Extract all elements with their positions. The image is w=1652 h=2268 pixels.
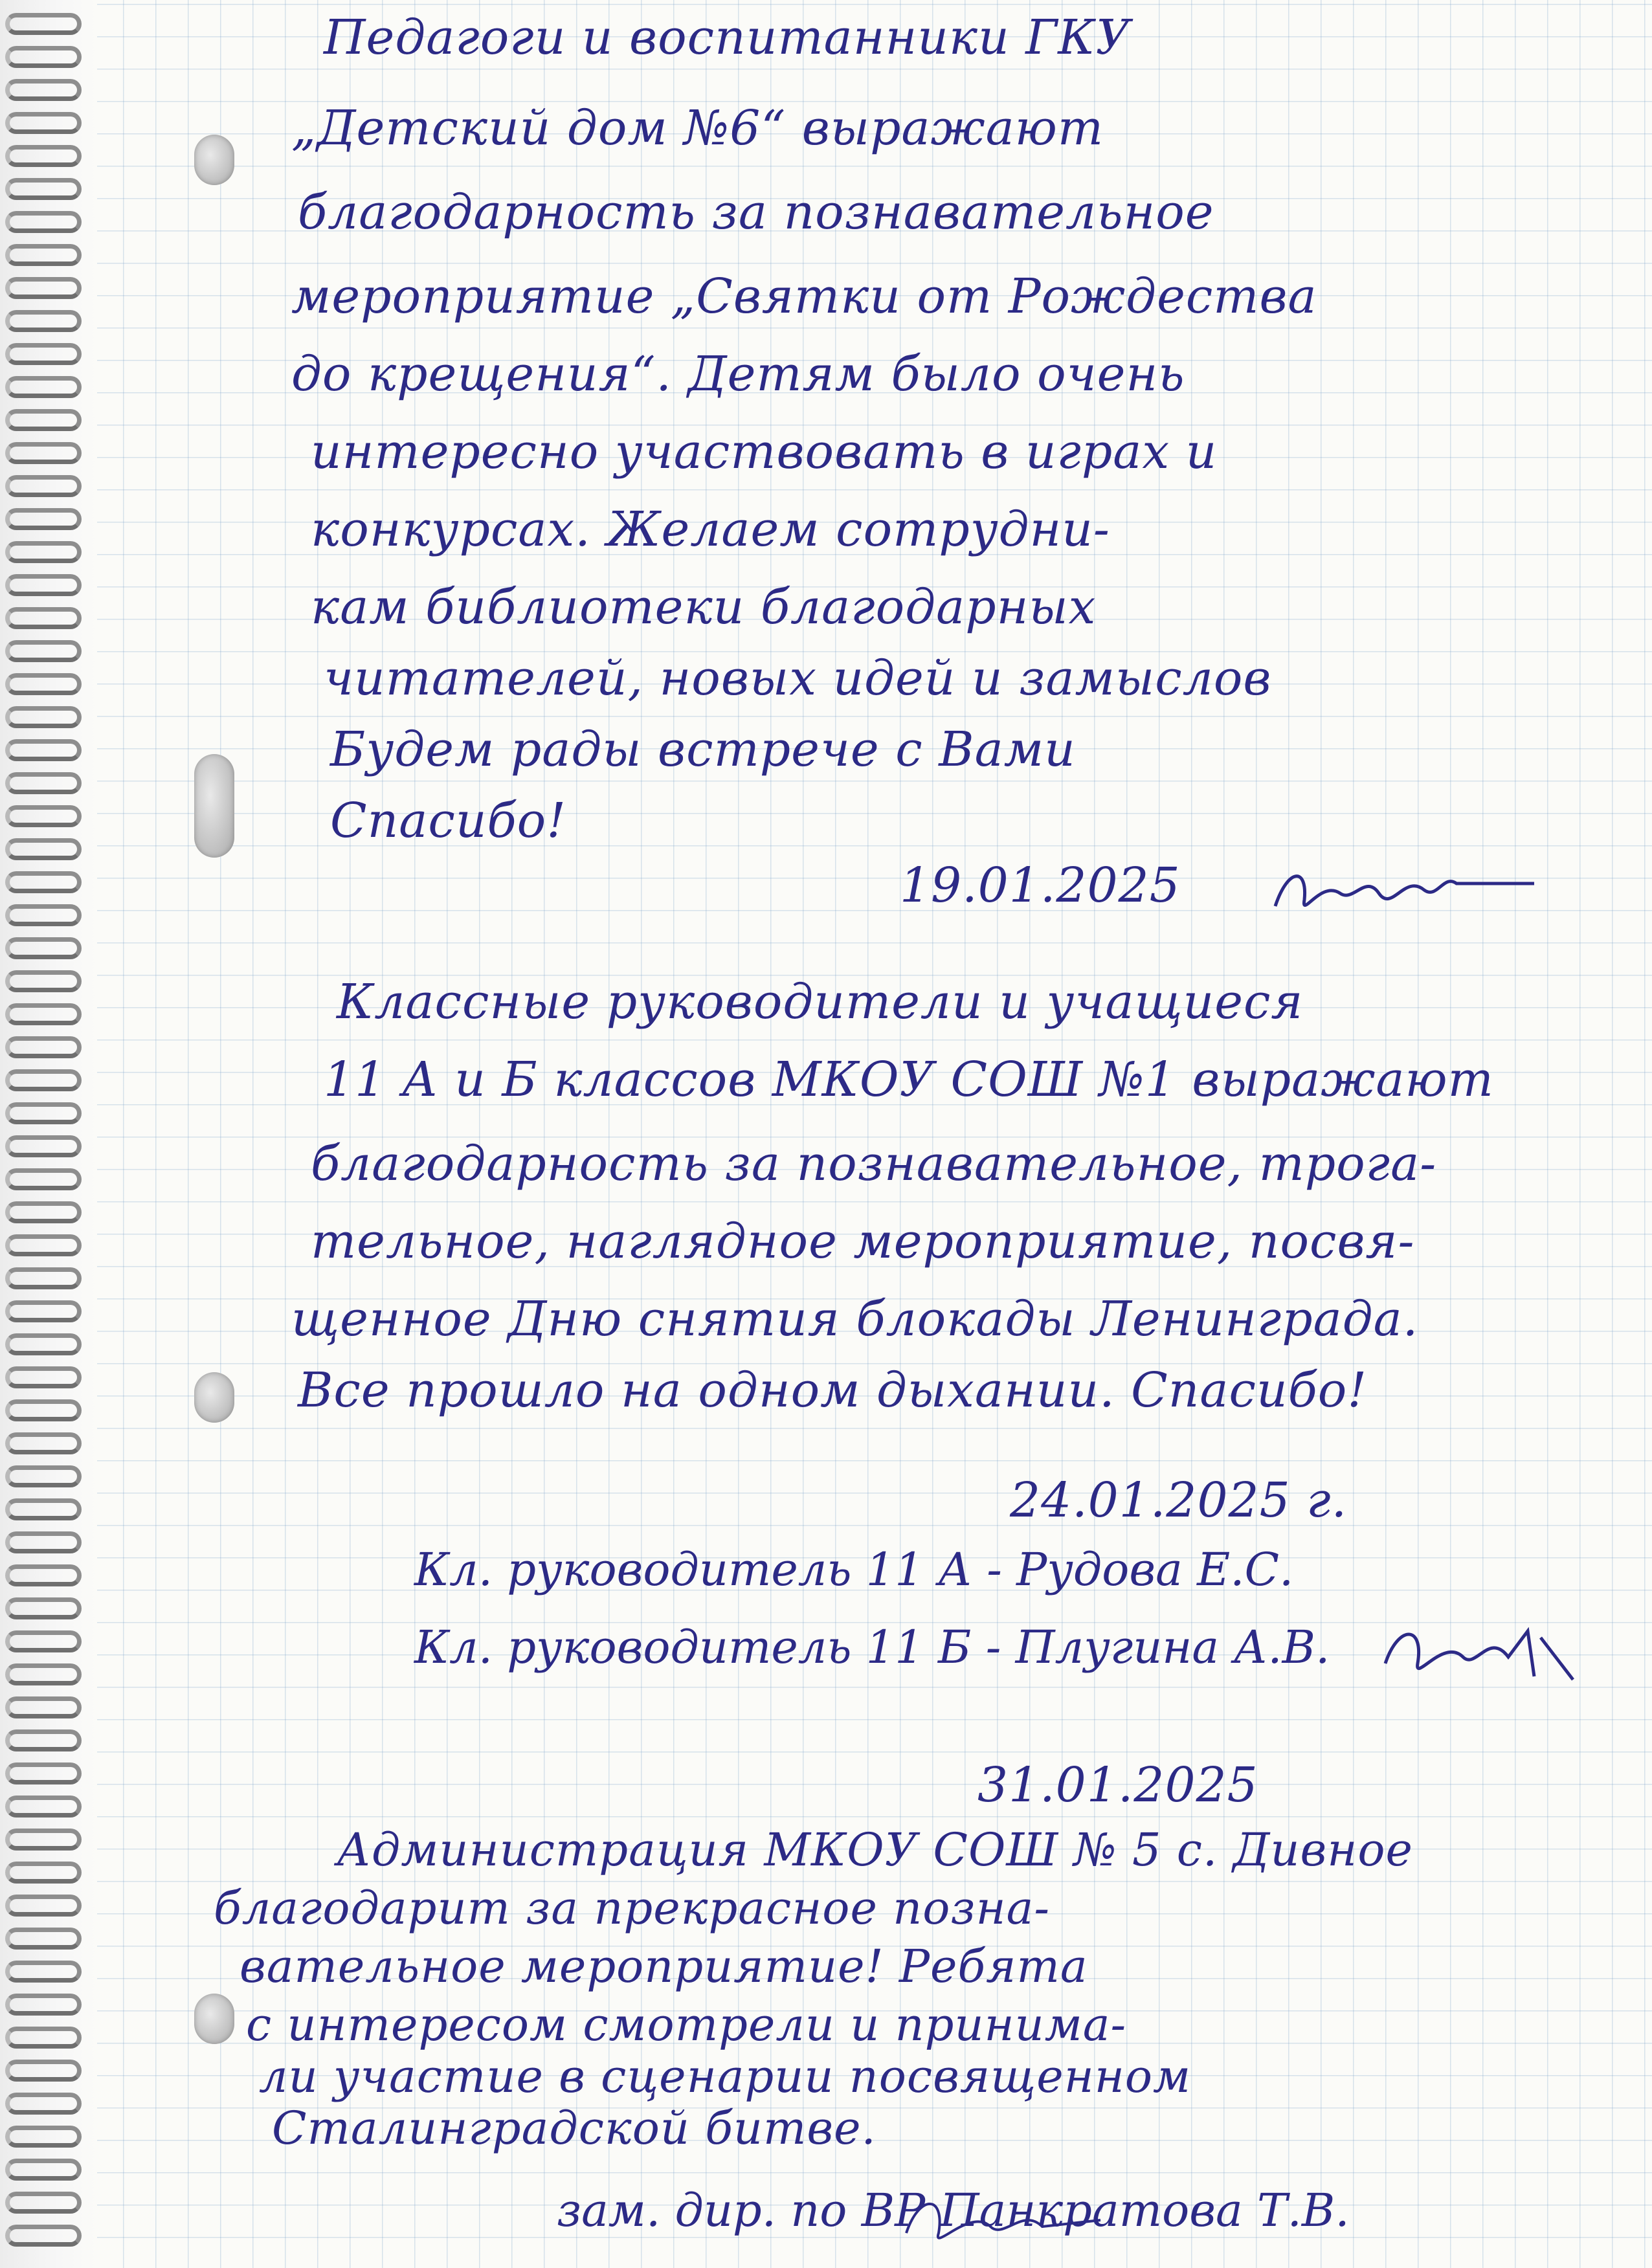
signature-line: Кл. руководитель 11 А - Рудова Е.С. [414, 1543, 1294, 1596]
spiral-ring [5, 1994, 82, 2016]
spiral-ring [5, 1267, 82, 1289]
entry-date: 24.01.2025 г. [1010, 1473, 1348, 1528]
entry-line: мероприятие „Святки от Рождества [291, 269, 1317, 324]
spiral-ring [5, 1102, 82, 1124]
spiral-ring [5, 1564, 82, 1586]
spiral-ring [5, 1036, 82, 1058]
spiral-ring [5, 2126, 82, 2148]
punch-hole [194, 1372, 234, 1423]
spiral-ring [5, 1201, 82, 1223]
spiral-ring [5, 442, 82, 464]
spiral-ring [5, 1829, 82, 1851]
entry-line: тельное, наглядное мероприятие, посвя- [311, 1214, 1415, 1269]
spiral-ring [5, 937, 82, 959]
spiral-ring [5, 2060, 82, 2082]
spiral-ring [5, 574, 82, 596]
spiral-ring [5, 970, 82, 992]
spiral-ring [5, 310, 82, 332]
entry-line: „Детский дом №6“ выражают [291, 100, 1104, 156]
spiral-ring [5, 112, 82, 134]
spiral-ring [5, 244, 82, 266]
entry-line: ли участие в сценарии посвященном [259, 2050, 1192, 2103]
spiral-ring [5, 2093, 82, 2115]
spiral-ring [5, 79, 82, 101]
spiral-ring [5, 1928, 82, 1950]
handwritten-signature [1379, 1618, 1592, 1689]
entry-line: с интересом смотрели и принима- [246, 1998, 1127, 2051]
spiral-ring [5, 2192, 82, 2214]
signature-line: Кл. руководитель 11 Б - Плугина А.В. [414, 1621, 1330, 1674]
spiral-ring [5, 475, 82, 497]
spiral-ring [5, 1762, 82, 1784]
punch-hole [194, 754, 234, 858]
spiral-ring [5, 1333, 82, 1355]
handwritten-signature [1269, 854, 1541, 932]
spiral-ring [5, 1862, 82, 1884]
spiral-ring [5, 2027, 82, 2049]
spiral-ring [5, 1168, 82, 1190]
spiral-ring [5, 1399, 82, 1421]
entry-line: Спасибо! [330, 793, 566, 849]
spiral-ring [5, 1498, 82, 1520]
entry-line: Сталинградской битве. [272, 2102, 876, 2155]
entry-line: Все прошло на одном дыхании. Спасибо! [298, 1362, 1368, 1418]
spiral-ring [5, 1531, 82, 1553]
spiral-ring [5, 343, 82, 365]
spiral-ring [5, 13, 82, 35]
spiral-ring [5, 1300, 82, 1322]
spiral-ring [5, 1234, 82, 1256]
spiral-ring [5, 673, 82, 695]
entry-line: благодарность за познавательное, трога- [311, 1136, 1437, 1192]
entry-line: благодарность за познавательное [298, 184, 1214, 240]
handwritten-signature [893, 2181, 1107, 2259]
signature-line: зам. дир. по ВР Панкратова Т.В. [557, 2184, 1350, 2237]
spiral-ring [5, 1069, 82, 1091]
entry-line: конкурсах. Желаем сотрудни- [311, 502, 1110, 557]
spiral-ring [5, 1465, 82, 1487]
entry-date: 19.01.2025 [900, 858, 1181, 913]
punch-hole [194, 135, 234, 185]
spiral-ring [5, 541, 82, 563]
spiral-ring [5, 772, 82, 794]
entry-line: Классные руководители и учащиеся [337, 974, 1304, 1030]
spiral-ring [5, 904, 82, 926]
spiral-ring [5, 1663, 82, 1685]
entry-line: 11 А и Б классов МКОУ СОШ №1 выражают [324, 1052, 1494, 1107]
spiral-binding [5, 13, 83, 2252]
spiral-ring [5, 1135, 82, 1157]
spiral-ring [5, 2225, 82, 2247]
entry-line: Педагоги и воспитанники ГКУ [324, 10, 1131, 65]
spiral-ring [5, 1597, 82, 1619]
spiral-ring [5, 376, 82, 398]
spiral-ring [5, 1432, 82, 1454]
entry-line: интересно участвовать в играх и [311, 424, 1218, 480]
spiral-ring [5, 805, 82, 827]
spiral-ring [5, 640, 82, 662]
entry-line: Администрация МКОУ СОШ № 5 с. Дивное [337, 1823, 1413, 1876]
spiral-ring [5, 706, 82, 728]
spiral-ring [5, 1630, 82, 1652]
spiral-ring [5, 178, 82, 200]
spiral-ring [5, 1729, 82, 1751]
spiral-ring [5, 1895, 82, 1917]
entry-date: 31.01.2025 [977, 1757, 1258, 1813]
spiral-ring [5, 1366, 82, 1388]
entry-line: вательное мероприятие! Ребята [240, 1940, 1088, 1993]
spiral-ring [5, 211, 82, 233]
spiral-ring [5, 838, 82, 860]
entry-line: благодарит за прекрасное позна- [214, 1882, 1051, 1935]
spiral-ring [5, 1696, 82, 1718]
entry-line: читателей, новых идей и замыслов [324, 650, 1272, 706]
entry-line: Будем рады встрече с Вами [330, 722, 1076, 777]
spiral-ring [5, 739, 82, 761]
spiral-ring [5, 277, 82, 299]
punch-hole [194, 1994, 234, 2044]
entry-line: кам библиотеки благодарных [311, 579, 1097, 635]
spiral-ring [5, 145, 82, 167]
spiral-ring [5, 1961, 82, 1983]
spiral-ring [5, 2159, 82, 2181]
spiral-ring [5, 1003, 82, 1025]
entry-line: до крещения“. Детям было очень [291, 346, 1185, 402]
spiral-ring [5, 607, 82, 629]
spiral-ring [5, 409, 82, 431]
spiral-ring [5, 46, 82, 68]
spiral-ring [5, 1796, 82, 1818]
spiral-ring [5, 508, 82, 530]
spiral-ring [5, 871, 82, 893]
entry-line: щенное Дню снятия блокады Ленинграда. [291, 1291, 1419, 1347]
